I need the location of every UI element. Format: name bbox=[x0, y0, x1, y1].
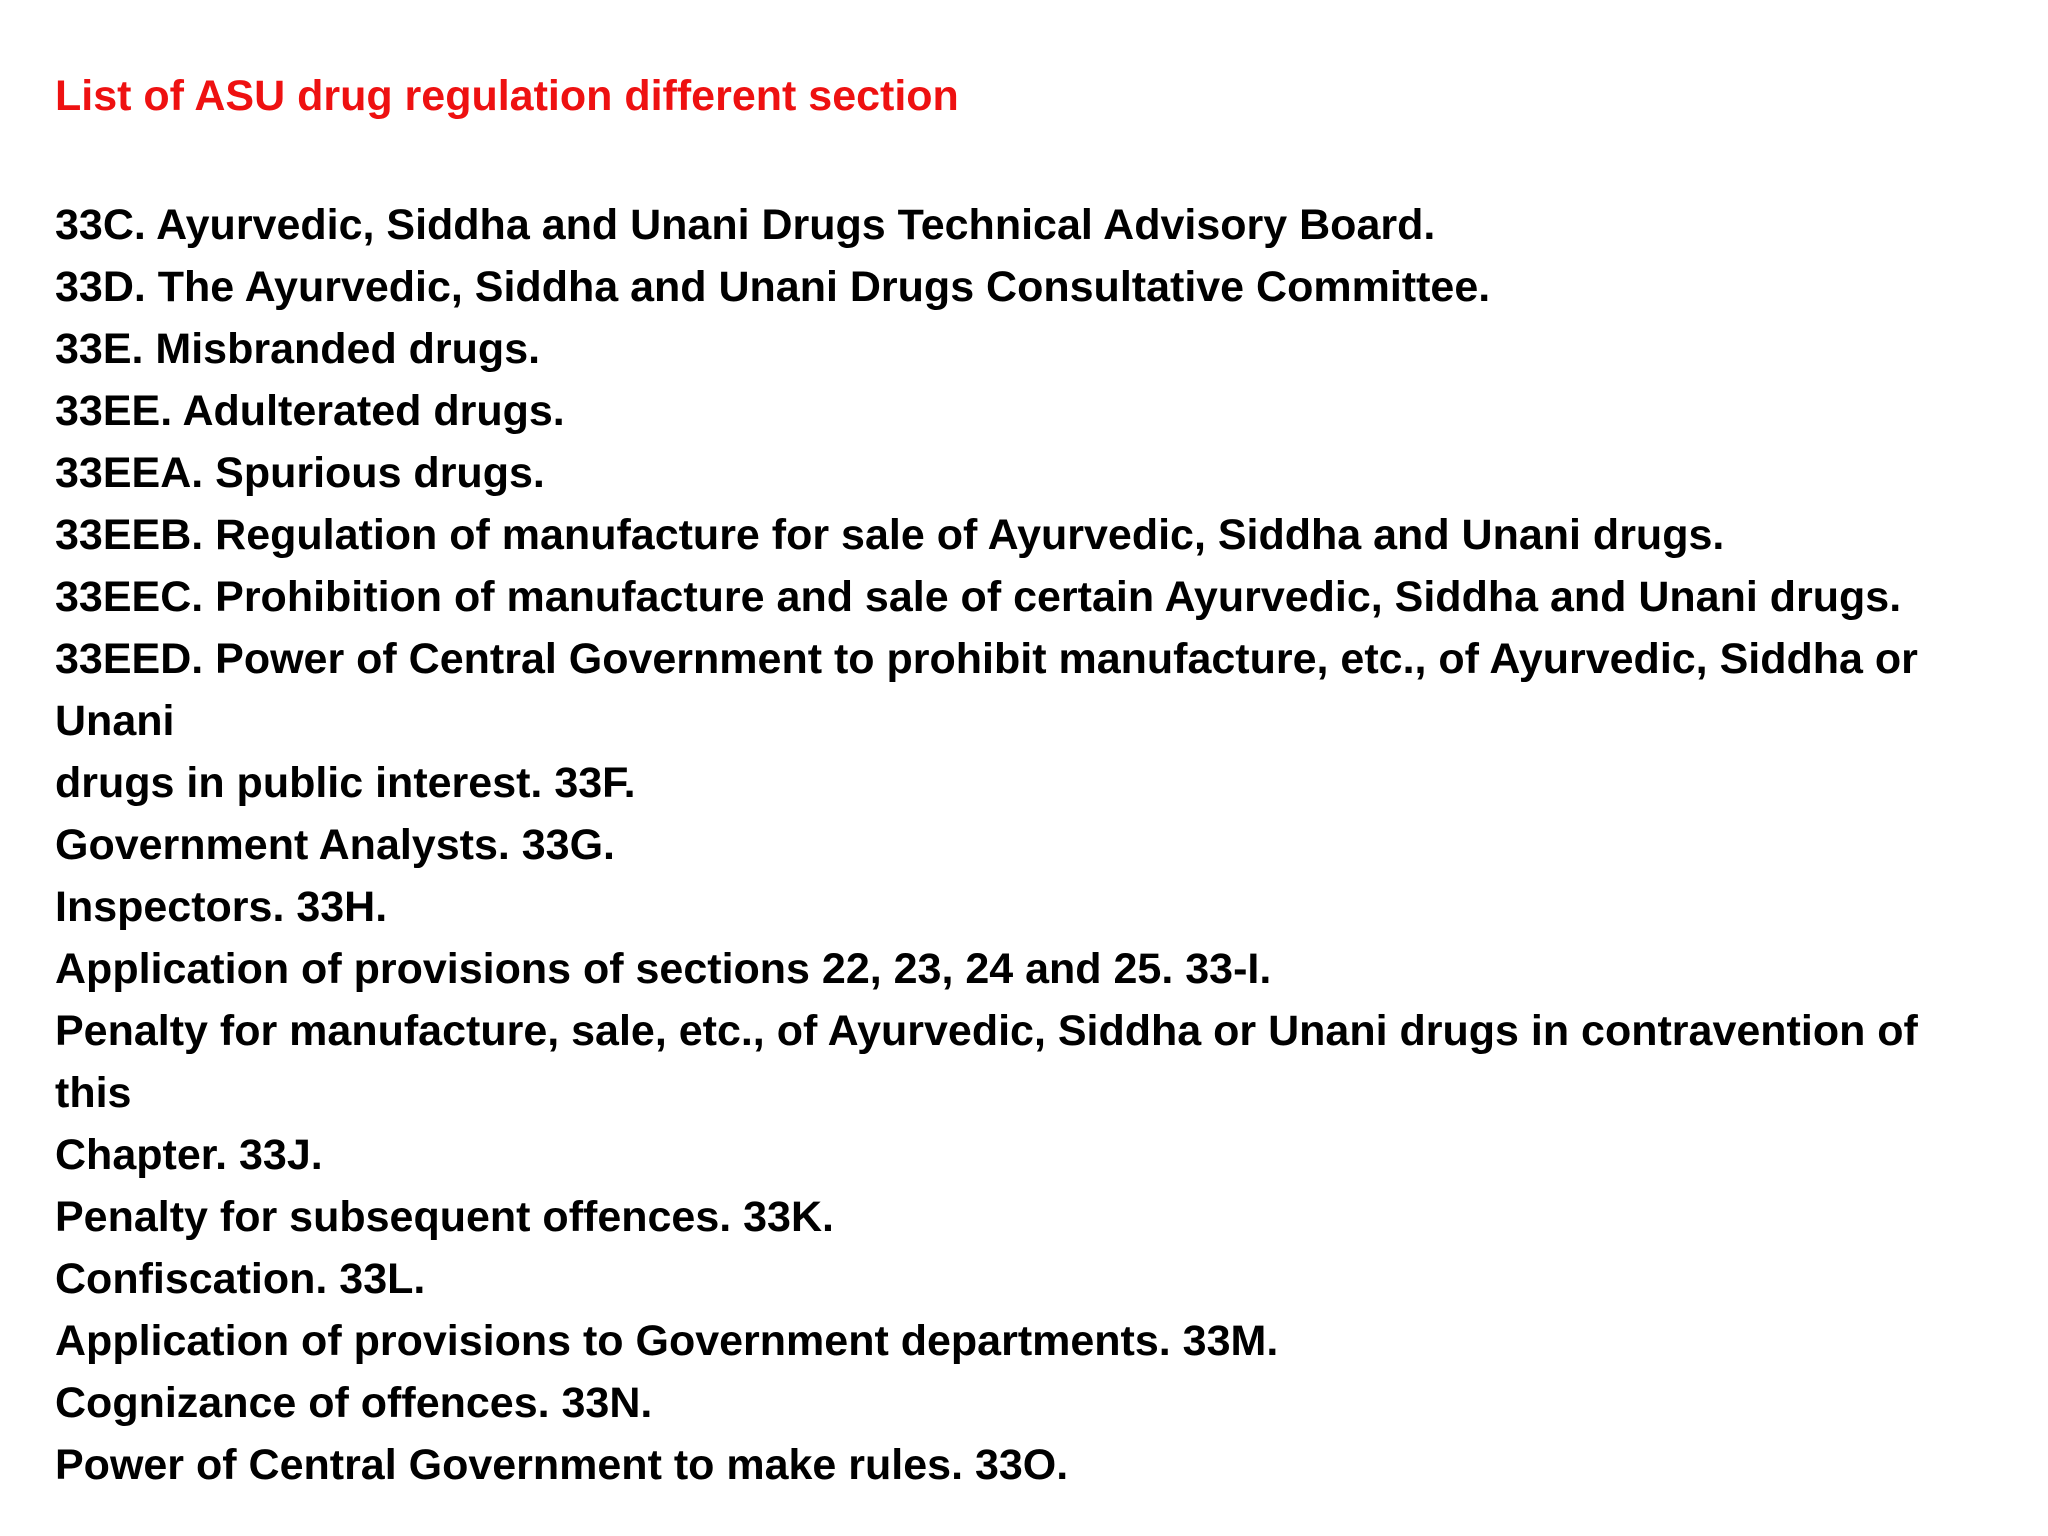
section-line: 33EE. Adulterated drugs. bbox=[55, 387, 565, 435]
section-line: 33EEC. Prohibition of manufacture and sale of certain Ayurvedic, Siddha and Unani drugs. bbox=[55, 573, 1902, 621]
section-line: Penalty for manufacture, sale, etc., of Ayurvedic, Siddha or Unani drugs in contravention of bbox=[55, 1007, 1918, 1055]
section-line: Application of provisions to Government departments. 33M. bbox=[55, 1317, 1279, 1365]
section-line: Application of provisions of sections 22, 23, 24 and 25. 33-I. bbox=[55, 945, 1272, 993]
section-line: 33E. Misbranded drugs. bbox=[55, 325, 541, 373]
section-line: drugs in public interest. 33F. bbox=[55, 759, 636, 807]
section-line: Confiscation. 33L. bbox=[55, 1255, 426, 1303]
section-line: 33EEB. Regulation of manufacture for sale of Ayurvedic, Siddha and Unani drugs. bbox=[55, 511, 1725, 559]
slide-title: List of ASU drug regulation different section bbox=[55, 72, 959, 120]
section-line: Inspectors. 33H. bbox=[55, 883, 388, 931]
section-line: this bbox=[55, 1069, 132, 1117]
section-line: 33EEA. Spurious drugs. bbox=[55, 449, 545, 497]
section-line: Penalty for subsequent offences. 33K. bbox=[55, 1193, 834, 1241]
section-line: 33EED. Power of Central Government to prohibit manufacture, etc., of Ayurvedic, Siddha or bbox=[55, 635, 1918, 683]
section-line: Cognizance of offences. 33N. bbox=[55, 1379, 653, 1427]
section-line: Unani bbox=[55, 697, 175, 745]
section-list bbox=[55, 194, 1918, 1496]
section-line: Power of Central Government to make rules. 33O. bbox=[55, 1441, 1069, 1489]
section-line: 33D. The Ayurvedic, Siddha and Unani Drugs Consultative Committee. bbox=[55, 263, 1491, 311]
section-line: Government Analysts. 33G. bbox=[55, 821, 615, 869]
section-line: Chapter. 33J. bbox=[55, 1131, 323, 1179]
section-line: 33C. Ayurvedic, Siddha and Unani Drugs Technical Advisory Board. bbox=[55, 201, 1436, 249]
